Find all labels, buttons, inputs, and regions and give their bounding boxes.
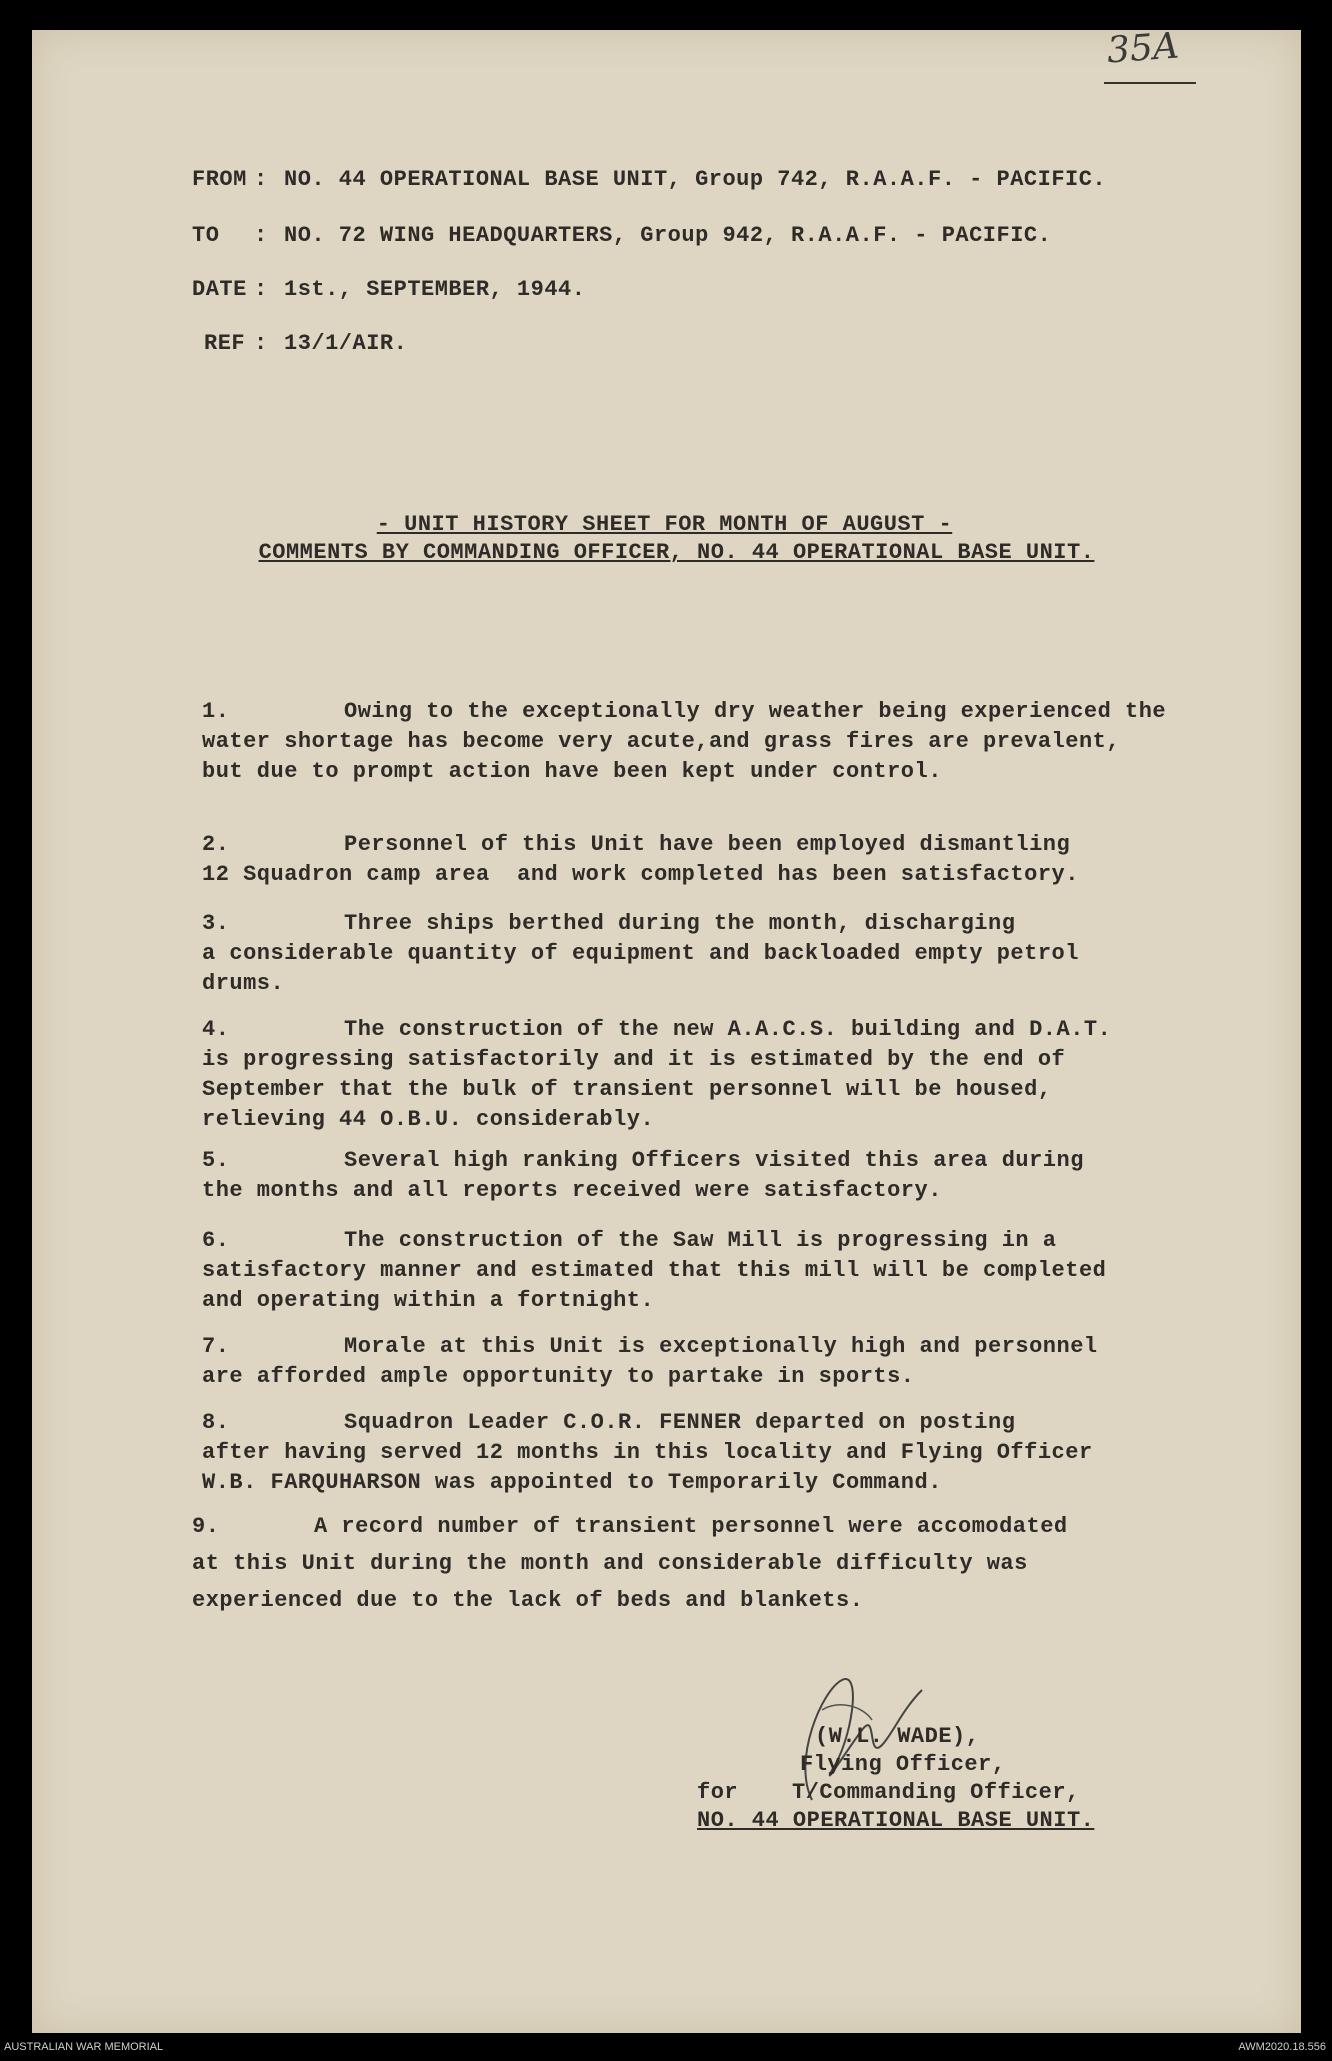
header-from: FROM : NO. 44 OPERATIONAL BASE UNIT, Group 742, R.A.A.F. - PACIFIC. — [192, 167, 1107, 192]
signature-role: T/Commanding Officer, — [792, 1780, 1080, 1805]
document-subtitle: COMMENTS BY COMMANDING OFFICER, NO. 44 OPERATIONAL BASE UNIT. — [258, 540, 1095, 565]
header-to: TO : NO. 72 WING HEADQUARTERS, Group 942, R.A.A.F. - PACIFIC. — [192, 223, 1052, 248]
paragraph-4: 4. The construction of the new A.A.C.S. building and D.A.T. is progressing satisfactorily and it is estimated by the end of September that the bulk of transient personnel will be housed, relieving 44 O.B.U. considerably. — [202, 1017, 1112, 1132]
paragraph-3: 3. Three ships berthed during the month, discharging a considerable quantity of equipment and backloaded empty petrol drums. — [202, 911, 1079, 996]
paragraph-5: 5. Several high ranking Officers visited this area during the months and all reports received were satisfactory. — [202, 1148, 1084, 1203]
paragraph-8: 8. Squadron Leader C.O.R. FENNER departed on posting after having served 12 months in this locality and Flying Officer W.B. FARQUHARSON was appointed to Temporarily Command. — [202, 1410, 1093, 1495]
page-number-underline — [1104, 82, 1196, 84]
signature-for: for — [697, 1780, 739, 1805]
paragraph-9: 9. A record number of transient personnel were accomodated at this Unit during the month and considerable difficulty was experienced due to the lack of beds and blankets. — [192, 1514, 1068, 1613]
footer-left: AUSTRALIAN WAR MEMORIAL — [4, 2041, 164, 2053]
signature-unit: NO. 44 OPERATIONAL BASE UNIT. — [697, 1808, 1095, 1833]
footer-right: AWM2020.18.556 — [1238, 2041, 1326, 2053]
document-page — [32, 25, 1301, 2033]
signature-rank: Flying Officer, — [800, 1752, 1006, 1777]
paragraph-2: 2. Personnel of this Unit have been employed dismantling 12 Squadron camp area and work completed has been satisfactory. — [202, 832, 1079, 887]
paragraph-6: 6. The construction of the Saw Mill is progressing in a satisfactory manner and estimated that this mill will be completed and operating within a fortnight. — [202, 1228, 1107, 1313]
signature-name: (W.L. WADE), — [815, 1724, 980, 1749]
header-date: DATE : 1st., SEPTEMBER, 1944. — [192, 277, 586, 302]
paragraph-7: 7. Morale at this Unit is exceptionally high and personnel are afforded ample opportunity to partake in sports. — [202, 1334, 1098, 1389]
paragraph-1: 1. Owing to the exceptionally dry weather being experienced the water shortage has become very acute,and grass fires are prevalent, but due to prompt action have been kept under control. — [202, 699, 1167, 784]
document-title: - UNIT HISTORY SHEET FOR MONTH OF AUGUST - — [376, 512, 953, 537]
header-ref: REF : 13/1/AIR. — [204, 331, 408, 356]
page-number-annotation: 35A — [1105, 25, 1181, 72]
